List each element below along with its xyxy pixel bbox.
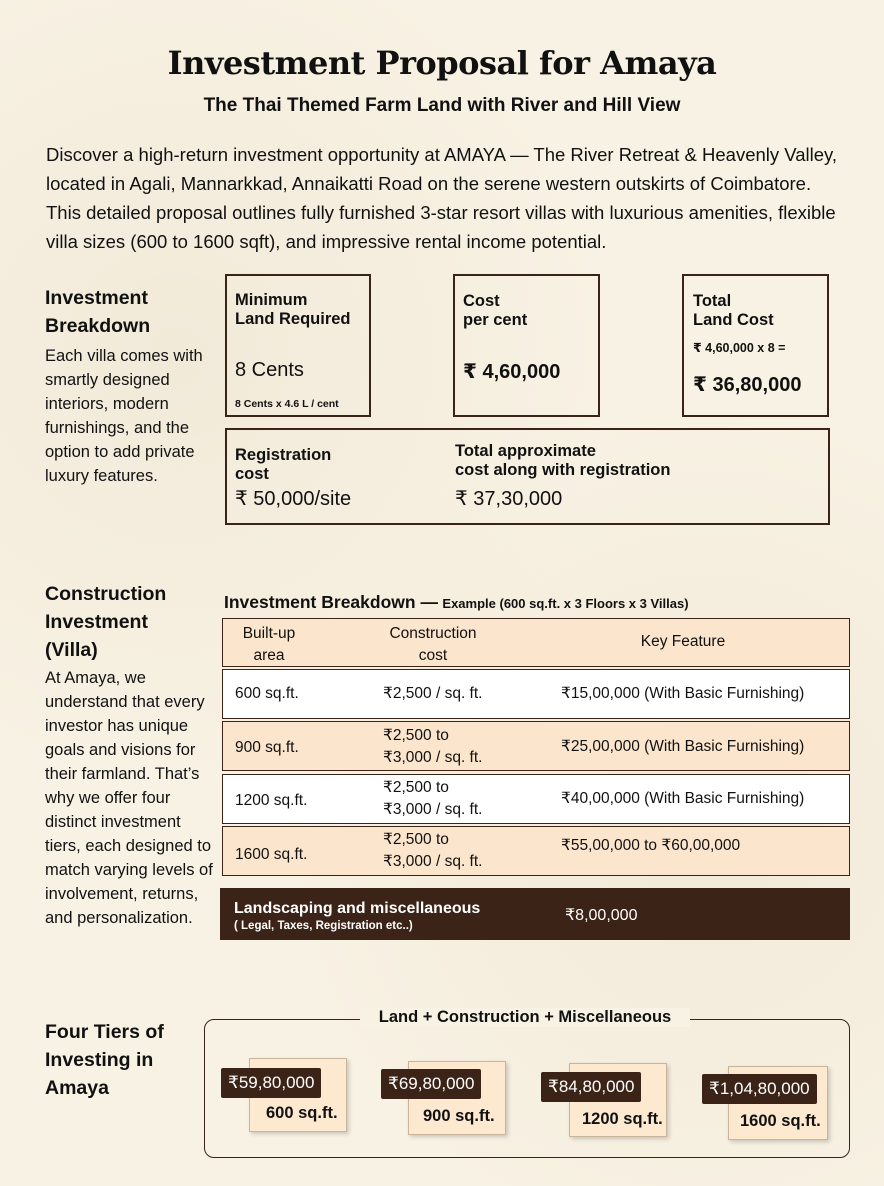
tier-size: 1200 sq.ft.	[582, 1110, 663, 1128]
misc-sublabel: ( Legal, Taxes, Registration etc..)	[234, 920, 413, 932]
col-header-cost: Construction cost	[389, 625, 477, 664]
total-land-cost-value: ₹ 36,80,000	[693, 374, 802, 396]
row-feature: ₹40,00,000 (With Basic Furnishing)	[561, 790, 805, 807]
col-header-area: Built-up area	[242, 625, 296, 664]
cost-per-cent-label: Cost per cent	[463, 292, 528, 329]
table-row	[222, 826, 850, 876]
cost-per-cent-value: ₹ 4,60,000	[463, 361, 561, 383]
min-land-box	[225, 274, 371, 417]
registration-box	[225, 428, 830, 525]
row-feature: ₹15,00,000 (With Basic Furnishing)	[561, 685, 805, 702]
investment-breakdown-heading: Investment Breakdown	[45, 287, 151, 337]
tier-size: 600 sq.ft.	[266, 1104, 338, 1122]
registration-value: ₹ 50,000/site	[235, 488, 352, 510]
page-title: Investment Proposal for Amaya	[167, 44, 717, 82]
row-area: 600 sq.ft.	[235, 685, 299, 702]
construction-description: At Amaya, we understand that every investor has unique goals and visions for their farmland. That’s why we offer four distinct investment tiers, each designed to match varying levels of involvement, returns, and personalization.	[45, 669, 213, 927]
intro-paragraph: Discover a high-return investment opportunity at AMAYA — The River Retreat & Heavenly Valley, located in Agali, Mannarkkad, Annaikatti Road on the serene western outskirts of Coimbatore. This detailed proposal outlines fully furnished 3-star resort villas with luxurious amenities, flexible villa sizes (600 to 1600 sqft), and impressive rental income potential.	[46, 144, 838, 252]
tier-price: ₹1,04,80,000	[702, 1074, 817, 1104]
col-header-feature: Key Feature	[640, 633, 726, 650]
table-row	[222, 721, 850, 771]
table-row	[222, 669, 850, 719]
row-cost: ₹2,500 / sq. ft.	[383, 685, 483, 702]
total-land-cost-label: Total Land Cost	[693, 292, 774, 329]
table-row	[222, 774, 850, 824]
row-area: 1200 sq.ft.	[235, 792, 308, 809]
tiers-legend: Land + Construction + Miscellaneous	[360, 1008, 690, 1027]
tier-price: ₹84,80,000	[541, 1072, 641, 1102]
registration-label: Registration cost	[235, 446, 332, 483]
min-land-value: 8 Cents	[235, 359, 304, 381]
tiers-heading: Four Tiers of Investing in Amaya	[45, 1021, 164, 1099]
tier-price: ₹69,80,000	[381, 1069, 481, 1099]
total-land-cost-box	[682, 274, 829, 417]
tier-size: 900 sq.ft.	[423, 1107, 495, 1125]
construction-sidebar	[45, 580, 217, 930]
cost-per-cent-box	[453, 274, 600, 417]
min-land-label: Minimum Land Required	[235, 291, 351, 328]
misc-bar	[220, 888, 850, 940]
table-header	[222, 618, 850, 667]
total-land-cost-formula: ₹ 4,60,000 x 8 =	[693, 341, 786, 355]
misc-label: Landscaping and miscellaneous	[234, 900, 481, 917]
total-with-registration-label: Total approximate cost along with registration	[455, 442, 671, 479]
row-cost: ₹2,500 to ₹3,000 / sq. ft.	[383, 779, 483, 818]
row-area: 1600 sq.ft.	[235, 846, 308, 863]
misc-value: ₹8,00,000	[565, 907, 638, 924]
page-subtitle: The Thai Themed Farm Land with River and Hill View	[203, 95, 681, 116]
tier-size: 1600 sq.ft.	[740, 1112, 821, 1130]
row-cost: ₹2,500 to ₹3,000 / sq. ft.	[383, 831, 483, 870]
tier-price: ₹59,80,000	[221, 1068, 321, 1098]
investment-breakdown-description: Each villa comes with smartly designed interiors, modern furnishings, and the option to add private luxury features.	[45, 347, 203, 485]
min-land-note: 8 Cents x 4.6 L / cent	[235, 398, 339, 410]
table-title: Investment Breakdown — Example (600 sq.ft. x 3 Floors x 3 Villas)	[224, 592, 689, 612]
construction-heading: Construction Investment (Villa)	[45, 583, 167, 661]
investment-breakdown-sidebar	[45, 284, 215, 488]
row-cost: ₹2,500 to ₹3,000 / sq. ft.	[383, 727, 483, 766]
row-feature: ₹25,00,000 (With Basic Furnishing)	[561, 738, 805, 755]
total-with-registration-value: ₹ 37,30,000	[455, 488, 563, 510]
row-area: 900 sq.ft.	[235, 739, 299, 756]
row-feature: ₹55,00,000 to ₹60,00,000	[561, 837, 741, 854]
